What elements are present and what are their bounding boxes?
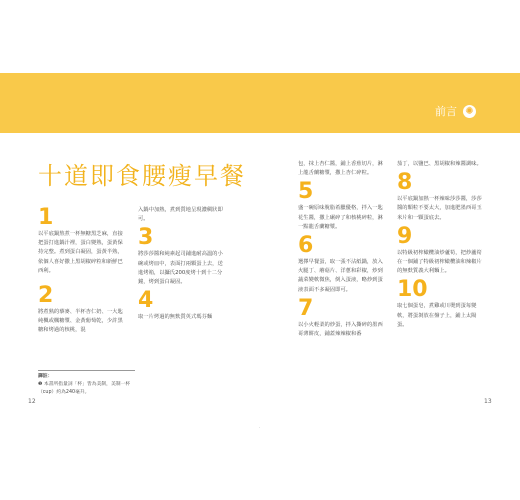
step-number: 7 bbox=[298, 295, 314, 321]
step-text: 以平底鍋熬煮一杯無糖黑芝麻，直接把蛋打進鍋汁裡，蛋白變熟，蛋黃保持完整。煮到蛋白凝固，蛋黃半熟，依個人喜好撒上黑胡椒碎粒和新鮮巴西利。 bbox=[38, 231, 123, 274]
step-text: 取七個蛋皂，煮雞或川燙到蛋每變軟，將蛋剝放在盤子上，鋪上太陽蛋。 bbox=[397, 303, 477, 328]
column-3 bbox=[298, 160, 388, 339]
step-number: 3 bbox=[138, 225, 154, 251]
page-title: 十道即食腰瘦早餐 bbox=[38, 162, 246, 190]
gutter-mark: ‧ bbox=[259, 425, 261, 430]
column-2 bbox=[138, 206, 226, 322]
note-text: ❶ 本書所指量詞「杯」皆為美制，美制一杯（cup）約為240毫升。 bbox=[38, 382, 131, 395]
step-number: 1 bbox=[38, 205, 54, 230]
step-text: 入鍋中加熱，煮到質地呈現濃稠狀即可。 bbox=[138, 207, 223, 223]
step-text: 將煮熟的藜麥、半杯杏仁奶、一大匙純楓或楓糖漿、金黃葡萄乾，少許黑糖和烤過的核桃，混 bbox=[38, 309, 123, 334]
step-number: 10 bbox=[397, 277, 428, 303]
column-4 bbox=[397, 160, 487, 330]
page-number-left: 12 bbox=[28, 398, 36, 405]
step-text: 包，抹上杏仁醬，鋪上香蕉切片，淋上龍舌蘭糖漿，撒上杏仁碎粒。 bbox=[298, 161, 383, 177]
step-number: 2 bbox=[38, 283, 54, 309]
section-header bbox=[435, 103, 476, 119]
step-text: 將莎莎醬和純素起司鋪進耐高溫的小碗或烤皿中，表面打兩顆蛋上去，送進烤箱，以攝氏200度烤十到十二分鐘，烤到蛋白凝固。 bbox=[138, 251, 223, 286]
step-number: 5 bbox=[298, 179, 314, 205]
step-text: 盛一碗原味脫脂希臘優格，拌入一匙花生醬，撒上碾碎了和核桃碎粒，淋一點龍舌蘭糖漿。 bbox=[298, 205, 383, 230]
page-number-right: 13 bbox=[484, 398, 492, 405]
step-text: 以平底鍋加熱一杯辣味莎莎醬，莎莎醬的顆粒不要太大，加進肥墨西哥玉米片和一顆蛋底去。 bbox=[397, 196, 482, 221]
step-text: 以特級初榨橄欖油炒蘆筍，把炒蘆筍在一個鋪了特級初榨橄欖油和辣椒片的無麩質義大利麵上。 bbox=[397, 249, 482, 275]
step-text: 以小火輕柔的炒蛋，拌入撕碎的墨西哥薄餅皮，鋪蓋辣辣椒和番 bbox=[298, 321, 383, 338]
section-label: 前言 bbox=[435, 105, 457, 118]
sun-icon: ✺ bbox=[463, 105, 476, 118]
column-1 bbox=[38, 204, 124, 336]
translator-note bbox=[38, 370, 135, 397]
step-number: 4 bbox=[138, 288, 154, 314]
note-title: 譯註： bbox=[38, 374, 53, 379]
step-number: 6 bbox=[298, 233, 314, 259]
step-number: 9 bbox=[397, 223, 413, 249]
step-number: 8 bbox=[397, 170, 413, 196]
step-text: 取一片烤過的無麩質英式瑪芬麵 bbox=[138, 314, 213, 321]
step-text: 茄丁，以鹽巴、黑胡椒和辣醬調味。 bbox=[397, 161, 482, 167]
step-text: 選擇早餐蛋，取一張不沾紙鍋，放入火腿丁、蘑菇片、洋蔥和彩椒，炒到蔬菜變軟微焦，倒入蛋液，略炒到蛋液表面不多凝固即可。 bbox=[298, 259, 383, 293]
